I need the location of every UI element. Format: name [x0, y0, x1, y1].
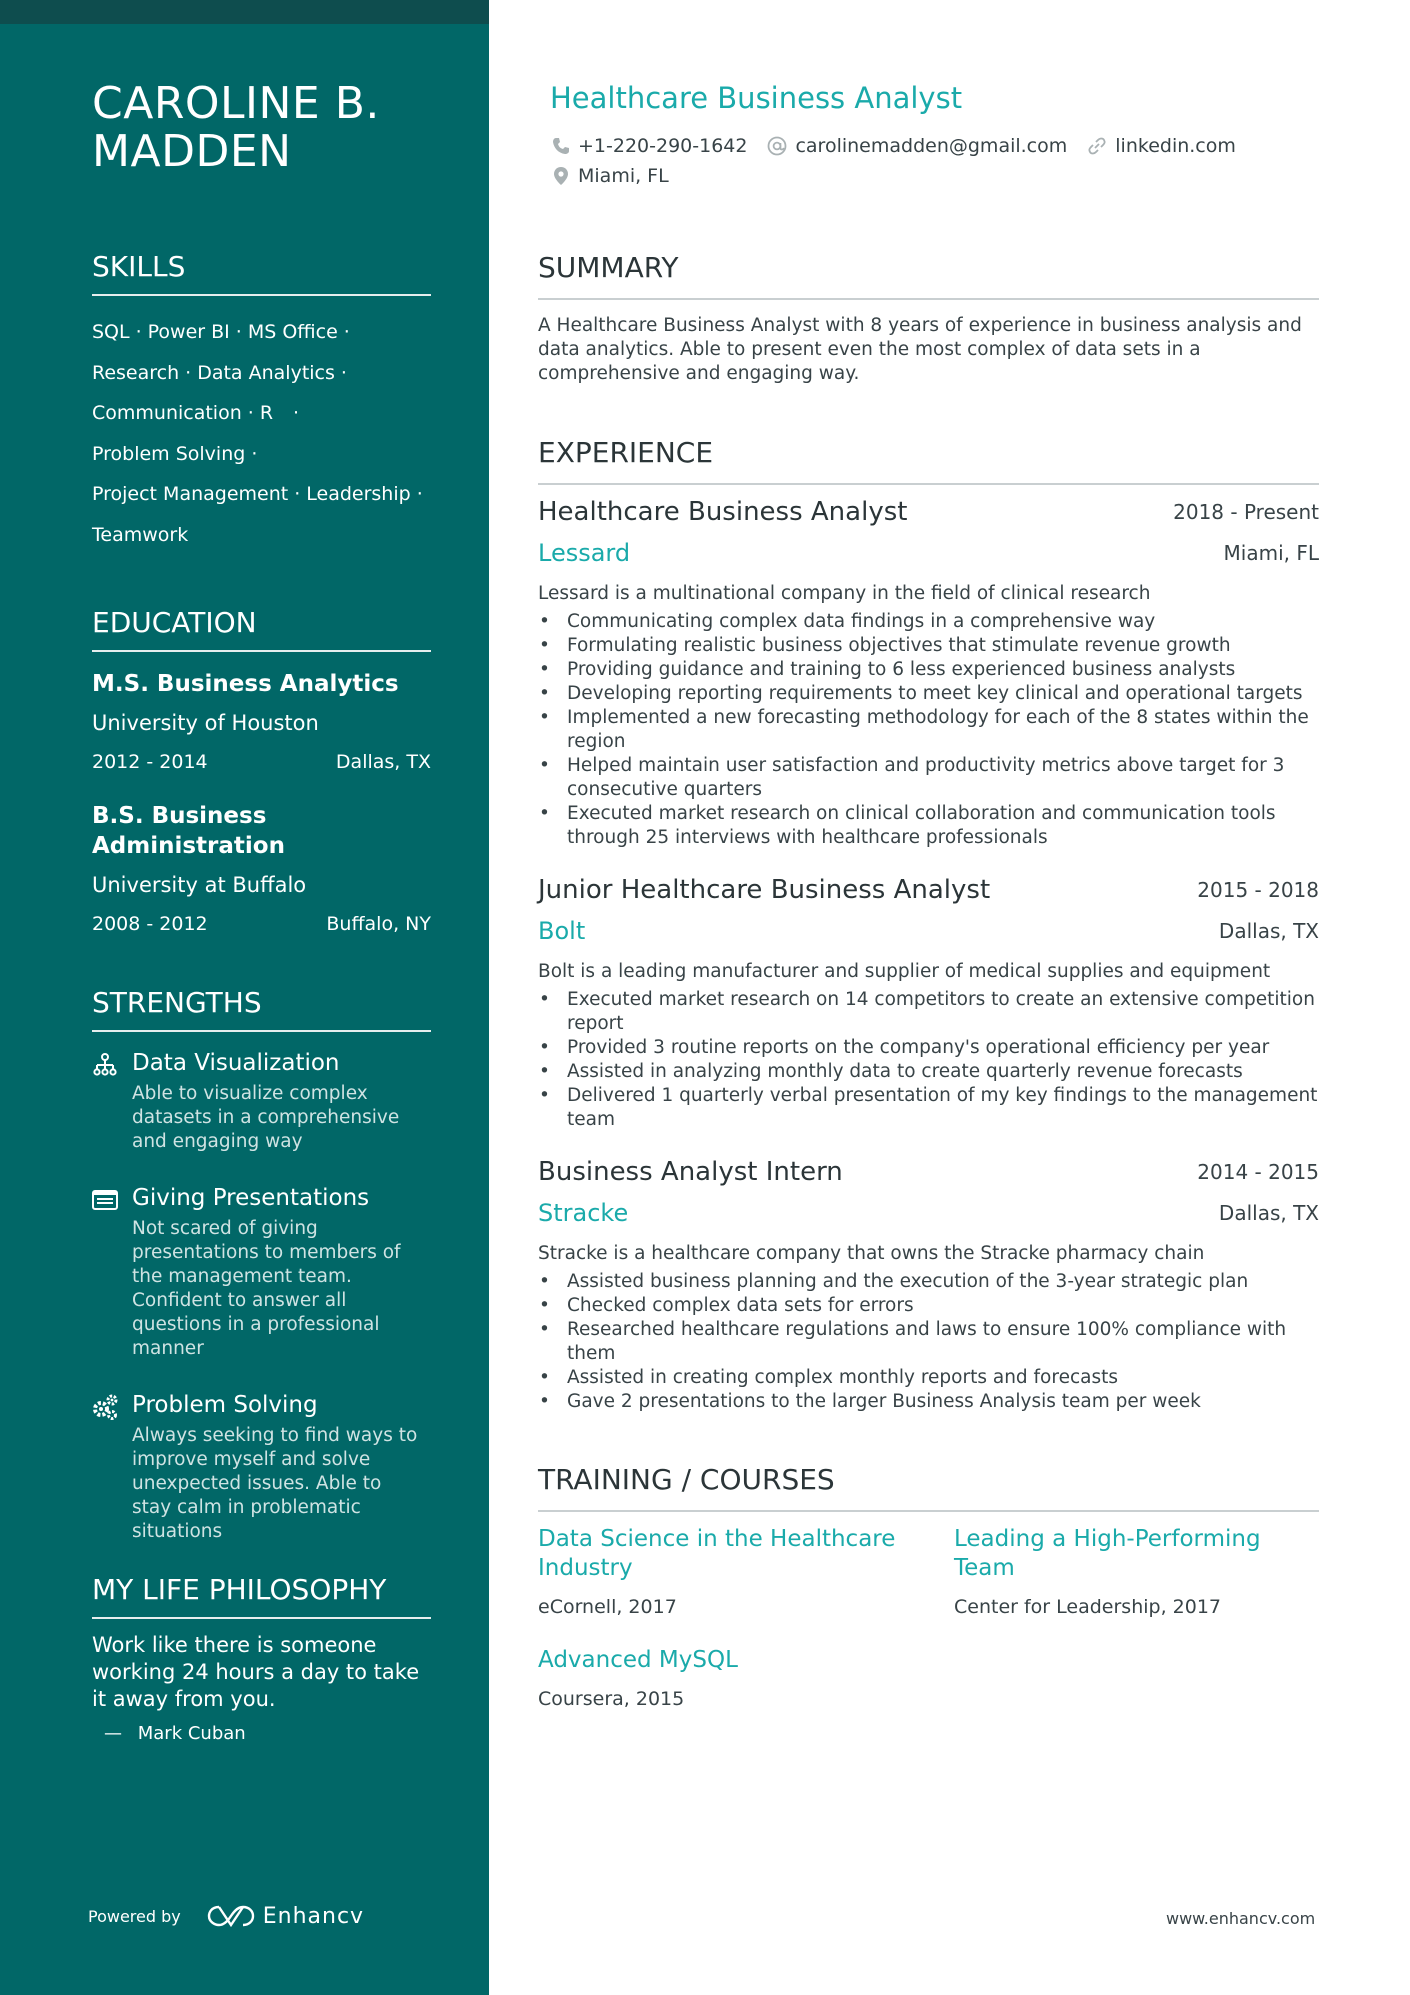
course-title: Data Science in the Healthcare Industry — [538, 1526, 896, 1581]
skill-line: Problem Solving · — [92, 442, 258, 465]
edu-location: Dallas, TX — [335, 751, 431, 773]
sidebar-top-band — [0, 0, 489, 24]
experience-heading: EXPERIENCE — [538, 435, 1319, 485]
skill-line: Research · Data Analytics · — [92, 361, 347, 384]
course-meta: Center for Leadership, 2017 — [954, 1596, 1222, 1618]
job-bullets — [538, 988, 1319, 1132]
contact-row — [552, 134, 1256, 158]
link-icon — [1087, 136, 1107, 156]
job-description: Lessard is a multinational company in the field of clinical research — [538, 583, 1151, 604]
edu-dates: 2008 - 2012 — [92, 913, 208, 935]
skill-item: Research — [92, 361, 180, 384]
job-location: Dallas, TX — [1218, 1201, 1319, 1225]
skill-item: Leadership — [306, 483, 411, 505]
contact-linkedin[interactable] — [1087, 134, 1236, 158]
bullet-item: • Communicating complex data findings in a comprehensive way — [538, 610, 1319, 634]
enhancv-brand: Enhancv — [262, 1903, 365, 1929]
course-title: Advanced MySQL — [538, 1647, 738, 1673]
strength-title: Problem Solving — [132, 1392, 318, 1418]
summary-text: A Healthcare Business Analyst with 8 years of experience in business analysis and data analytics. Able to present even the most complex of data sets in a comprehensive and engaging way. — [538, 315, 1302, 384]
job-dates: 2015 - 2018 — [1197, 878, 1319, 902]
bullet-item: • Helped maintain user satisfaction and productivity metrics above target for 3 consecutive quarters — [538, 754, 1319, 802]
presentation-icon — [92, 1187, 118, 1213]
edu-degree: M.S. Business Analytics — [92, 671, 399, 697]
skill-item: Problem Solving — [92, 442, 246, 465]
powered-by — [88, 1903, 364, 1929]
job-location: Dallas, TX — [1218, 919, 1319, 943]
quote-dash: — — [104, 1723, 122, 1744]
job-description: Bolt is a leading manufacturer and supplier of medical supplies and equipment — [538, 961, 1271, 982]
linkedin-text: linkedin.com — [1115, 135, 1236, 157]
quote-author-line — [104, 1722, 404, 1746]
skills-list — [92, 312, 431, 555]
contact-location — [552, 164, 669, 188]
location-pin-icon — [552, 166, 570, 186]
job-company: Stracke — [538, 1199, 629, 1227]
strength-desc: Always seeking to find ways to improve myself and solve unexpected issues. Able to stay calm in problematic situations — [132, 1425, 418, 1542]
bullet-item: • Researched healthcare regulations and laws to ensure 100% compliance with them — [538, 1318, 1319, 1366]
summary-heading: SUMMARY — [538, 250, 1319, 300]
job-title: Junior Healthcare Business Analyst — [538, 875, 991, 905]
location-text: Miami, FL — [578, 165, 669, 187]
edu-location: Buffalo, NY — [326, 913, 431, 935]
skills-heading: SKILLS — [92, 250, 431, 296]
strength-title: Giving Presentations — [132, 1185, 370, 1211]
strengths-heading: STRENGTHS — [92, 986, 431, 1032]
education-heading: EDUCATION — [92, 606, 431, 652]
strength-desc: Not scared of giving presentations to members of the management team. Confident to answer all questions in a professional manner — [132, 1218, 401, 1359]
bullet-item: • Providing guidance and training to 6 less experienced business analysts — [538, 658, 1319, 682]
job-bullets — [538, 1270, 1319, 1414]
skill-item: Power BI — [147, 321, 230, 343]
strength-desc: Able to visualize complex datasets in a comprehensive and engaging way — [132, 1083, 400, 1152]
bullet-item: • Provided 3 routine reports on the company's operational efficiency per year — [538, 1036, 1319, 1060]
quote-author: Mark Cuban — [137, 1723, 246, 1744]
skill-item: R — [259, 402, 274, 424]
job-title: Healthcare Business Analyst — [538, 497, 908, 527]
philosophy-heading: MY LIFE PHILOSOPHY — [92, 1573, 431, 1619]
enhancv-logo-icon — [207, 1903, 255, 1929]
skill-line: Communication · R · — [92, 402, 300, 424]
course-meta: eCornell, 2017 — [538, 1596, 677, 1618]
job-dates: 2018 - Present — [1173, 500, 1319, 524]
training-heading: TRAINING / COURSES — [538, 1462, 1319, 1512]
bullet-item: • Checked complex data sets for errors — [538, 1294, 1319, 1318]
edu-degree: B.S. Business Administration — [92, 803, 285, 859]
bullet-item: • Developing reporting requirements to meet key clinical and operational targets — [538, 682, 1319, 706]
skill-item: Teamwork — [92, 523, 189, 546]
website-link[interactable]: www.enhancv.com — [1166, 1909, 1316, 1928]
job-company: Lessard — [538, 539, 631, 567]
bullet-item: • Assisted business planning and the execution of the 3-year strategic plan — [538, 1270, 1319, 1294]
bullet-item: • Implemented a new forecasting methodology for each of the 8 states within the region — [538, 706, 1319, 754]
bullet-item: • Executed market research on 14 competitors to create an extensive competition report — [538, 988, 1319, 1036]
candidate-name: CAROLINE B. MADDEN — [92, 78, 380, 177]
bullet-item: • Delivered 1 quarterly verbal presentation of my key findings to the management team — [538, 1084, 1319, 1132]
skill-line: SQL · Power BI · MS Office · — [92, 321, 350, 343]
skill-item: Data Analytics — [197, 361, 335, 384]
job-title: Business Analyst Intern — [538, 1157, 843, 1187]
job-location: Miami, FL — [1223, 541, 1319, 565]
contact-email[interactable] — [767, 134, 1067, 158]
course-meta: Coursera, 2015 — [538, 1688, 685, 1710]
phone-icon — [552, 137, 570, 155]
bullet-item: • Gave 2 presentations to the larger Business Analysis team per week — [538, 1390, 1319, 1414]
job-description: Stracke is a healthcare company that owns the Stracke pharmacy chain — [538, 1243, 1205, 1264]
edu-meta — [92, 911, 431, 937]
enhancv-logo[interactable] — [207, 1903, 364, 1929]
bullet-item: • Assisted in analyzing monthly data to create quarterly revenue forecasts — [538, 1060, 1319, 1084]
bullet-item: • Assisted in creating complex monthly reports and forecasts — [538, 1366, 1319, 1390]
job-dates: 2014 - 2015 — [1197, 1160, 1319, 1184]
at-icon — [767, 136, 787, 156]
bullet-item: • Formulating realistic business objectives that stimulate revenue growth — [538, 634, 1319, 658]
contact-row — [552, 164, 689, 188]
skill-item: Project Management — [92, 483, 289, 505]
job-headline: Healthcare Business Analyst — [550, 81, 963, 115]
skill-line — [92, 515, 431, 556]
powered-by-label: Powered by — [88, 1906, 181, 1926]
sidebar — [0, 0, 489, 1995]
strength-title: Data Visualization — [132, 1050, 340, 1076]
job-bullets — [538, 610, 1319, 850]
bullet-item: • Executed market research on clinical collaboration and communication tools through 25 interviews with healthcare professionals — [538, 802, 1319, 850]
skill-item: Communication — [92, 402, 242, 424]
gears-icon — [92, 1394, 118, 1420]
contact-phone[interactable] — [552, 134, 747, 158]
skill-item: SQL — [92, 321, 130, 343]
skill-line: Project Management · Leadership · — [92, 483, 423, 505]
phone-text: +1-220-290-1642 — [578, 135, 748, 157]
edu-dates: 2012 - 2014 — [92, 751, 208, 773]
job-company: Bolt — [538, 917, 586, 945]
email-text: carolinemadden@gmail.com — [795, 135, 1068, 157]
skill-item: MS Office — [247, 321, 338, 343]
edu-school: University at Buffalo — [92, 873, 307, 897]
course-title: Leading a High-Performing Team — [954, 1526, 1261, 1581]
hierarchy-icon — [92, 1052, 118, 1078]
edu-meta — [92, 749, 431, 775]
edu-school: University of Houston — [92, 711, 319, 735]
philosophy-quote: Work like there is someone working 24 hours a day to take it away from you. — [92, 1633, 420, 1711]
